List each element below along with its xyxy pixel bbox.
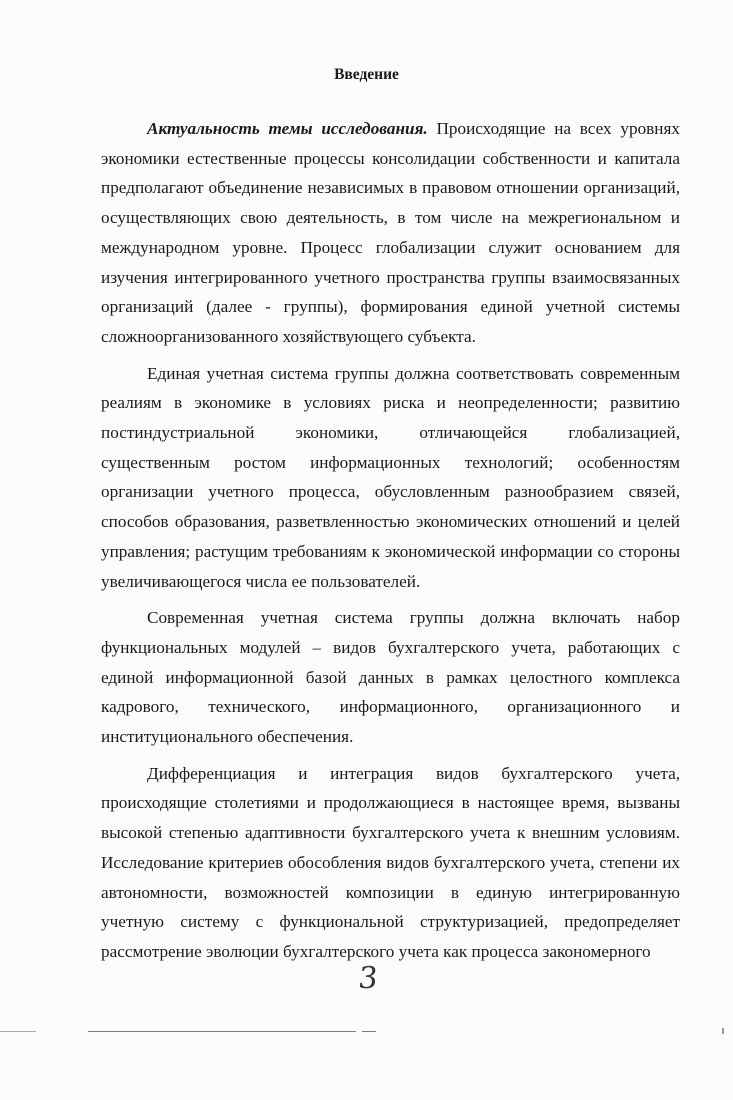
page-number: 3 (356, 961, 380, 996)
scan-artifact-line (362, 1031, 376, 1032)
paragraph-3: Современная учетная система группы должна включать набор функциональных модулей – видов бухгалтерского учета, работающих с единой информационной базой данных в рамках целостного комплекса кадрового, технического, информационного, организационного и институционального обеспечения. (101, 608, 680, 747)
scan-artifact-line (0, 1031, 36, 1032)
scan-artifact-mark (722, 1028, 724, 1034)
section-heading: Введение (334, 66, 399, 83)
paragraph-lead: Актуальность темы исследования. (147, 119, 428, 138)
paragraph-1 (101, 114, 680, 352)
paragraph-4: Дифференциация и интеграция видов бухгалтерского учета, происходящие столетиями и продолжающиеся в настоящее время, вызваны высокой степенью адаптивности бухгалтерского учета к внешним условиям. Исследование критериев обособления видов бухгалтерского учета, степени их автономности, возможностей композиции в единую интегрированную учетную систему с функциональной структуризацией, предопределяет рассмотрение эволюции бухгалтерского учета как процесса закономерного (101, 763, 680, 961)
paragraph-2: Единая учетная система группы должна соответствовать современным реалиям в экономике в условиях риска и неопределенности; развитию постиндустриальной экономики, отличающейся глобализацией, существенным ростом информационных технологий; особенностям организации учетного процесса, обусловленным разнообразием связей, способов образования, разветвленностью экономических отношений и целей управления; растущим требованиям к экономической информации со стороны увеличивающегося числа ее пользователей. (101, 363, 680, 591)
paragraph-text: Происходящие на всех уровнях экономики естественные процессы консолидации собственности и капитала предполагают объединение независимых в правовом отношении организаций, осуществляющих свою деятельность, в том числе на межрегиональном и международном уровне. Процесс глобализации служит основанием для изучения интегрированного учетного пространства группы взаимосвязанных организаций (далее - группы), формирования единой учетной системы сложноорганизованного хозяйствующего субъекта. (101, 119, 680, 346)
body-text (101, 114, 680, 967)
scan-artifact-line (88, 1031, 356, 1032)
